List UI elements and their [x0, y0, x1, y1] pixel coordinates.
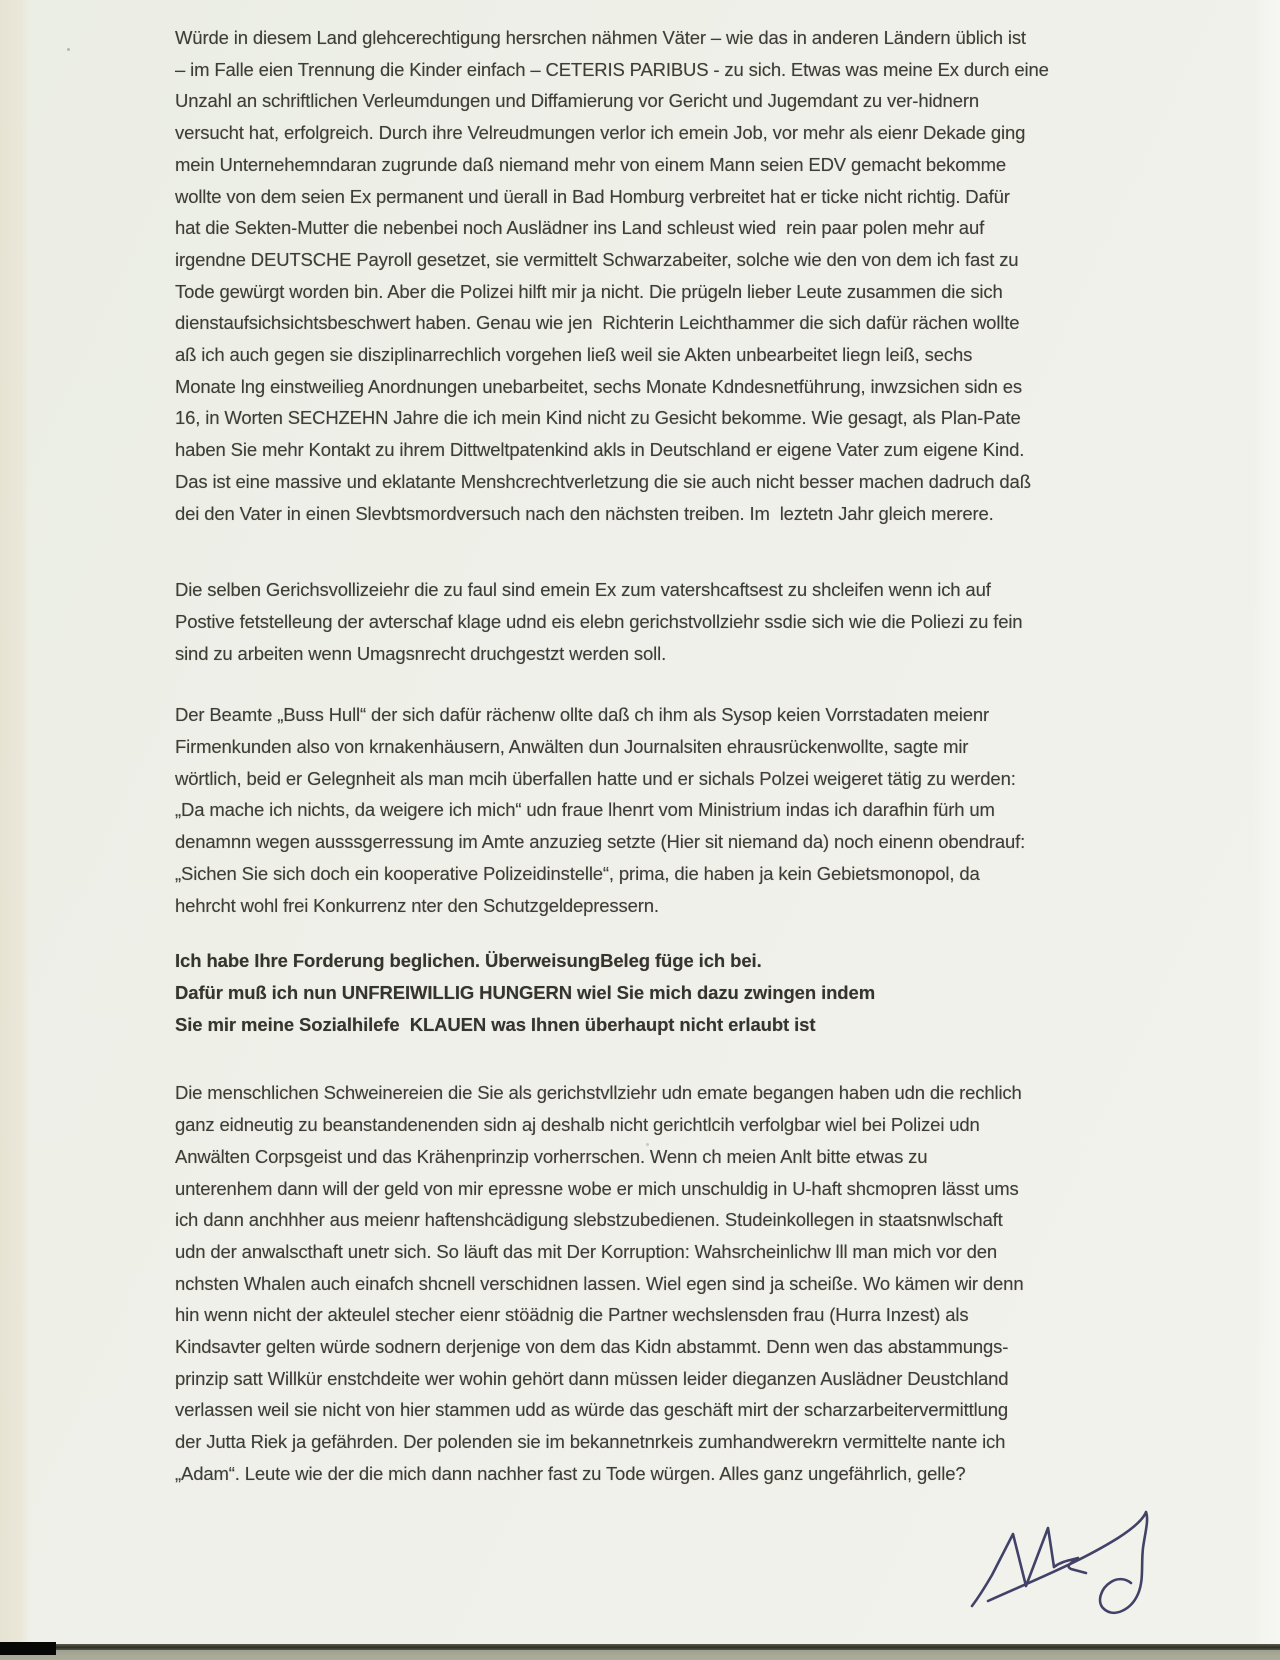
letter-paragraph — [175, 574, 1255, 669]
letter-line: prinzip satt Willkür enstchdeite wer wohin gehört dann müssen leider dieganzen Auslädner Deustchland — [175, 1367, 1009, 1389]
letter-line: Die selben Gerichsvollizeiehr die zu faul sind emein Ex zum vatershcaftsest zu shcleifen wenn ich auf — [175, 579, 991, 601]
letter-line: wollte von dem seien Ex permanent und üerall in Bad Homburg verbreitet hat er ticke nicht richtig. Dafür — [175, 185, 1010, 207]
letter-line: Ich habe Ihre Forderung beglichen. ÜberweisungBeleg füge ich bei. — [175, 950, 762, 972]
letter-line: sind zu arbeiten wenn Umagsnrecht druchgestzt werden soll. — [175, 642, 667, 664]
letter-line: Dafür muß ich nun UNFREIWILLIG HUNGERN wiel Sie mich dazu zwingen indem — [175, 981, 876, 1003]
letter-line: haben Sie mehr Kontakt zu ihrem Dittweltpatenkind akls in Deutschland er eigene Vater zum eigene Kind. — [175, 439, 1025, 461]
letter-line: hin wenn nicht der akteulel stecher eienr stöädnig die Partner wechslensden frau (Hurra Inzest) als — [175, 1304, 969, 1326]
scanner-edge-bottom-line — [0, 1644, 1280, 1650]
letter-line: nchsten Whalen auch einafch shcnell verschidnen lassen. Wiel egen sind ja scheiße. Wo kämen wir denn — [175, 1272, 1024, 1294]
letter-line: ich dann anchhher aus meienr haftenshcädigung slebstzubedienen. Studeinkollegen in staatsnwlschaft — [175, 1209, 1003, 1231]
letter-line: – im Falle eien Trennung die Kinder einfach – CETERIS PARIBUS - zu sich. Etwas was meine Ex durch eine — [175, 58, 1049, 80]
handwritten-signature — [958, 1488, 1173, 1623]
letter-line: Der Beamte „Buss Hull“ der sich dafür rächenw ollte daß ch ihm als Sysop keien Vorrstadaten meienr — [175, 704, 990, 726]
letter-line: versucht hat, erfolgreich. Durch ihre Velreudmungen verlor ich emein Job, vor mehr als eienr Dekade ging — [175, 122, 1026, 144]
letter-line: Die menschlichen Schweinereien die Sie als gerichstvllziehr udn emate begangen haben udn die rechlich — [175, 1082, 1022, 1104]
letter-line: ganz eidneutig zu beanstandenenden sidn aj deshalb nicht gerichtlcih verfolgbar wiel bei Polizei udn — [175, 1114, 980, 1136]
signature-flourish-stroke — [988, 1512, 1147, 1613]
letter-line: denamnn wegen ausssgerressung im Amte anzuzieg setzte (Hier sit niemand da) noch einenn obendrauf: — [175, 831, 1026, 853]
letter-line: dei den Vater in einen Slevbtsmordversuch nach den nächsten treiben. Im leztetn Jahr gleich merere. — [175, 502, 994, 524]
scanner-edge-bottom-left-corner — [0, 1642, 56, 1655]
letter-line: 16, in Worten SECHZEHN Jahre die ich mein Kind nicht zu Gesicht bekomme. Wie gesagt, als Plan-Pate — [175, 407, 1021, 429]
letter-line: unterenhem dann will der geld von mir epressne wobe er mich unschuldig in U-haft shcmopren lässt ums — [175, 1177, 1019, 1199]
letter-paragraph — [175, 22, 1255, 529]
letter-paragraph — [175, 945, 1255, 1040]
letter-line: udn der anwalscthaft unetr sich. So läuft das mit Der Korruption: Wahsrcheinlichw lll man mich vor den — [175, 1240, 998, 1262]
letter-line: aß ich auch gegen sie disziplinarrechlich vorgehen ließ weil sie Akten unbearbeitet liegn leiß, sechs — [175, 344, 973, 366]
letter-body — [175, 22, 1255, 1490]
scanner-edge-bottom-band — [0, 1649, 1280, 1660]
letter-line: mein Unternehemndaran zugrunde daß niemand mehr von einem Mann seien EDV gemacht bekomme — [175, 153, 1007, 175]
letter-line: Firmenkunden also von krnakenhäusern, Anwälten dun Journalsiten ehrausrückenwollte, sagte mir — [175, 736, 969, 758]
letter-line: verlassen weil sie nicht von hier stammen udd as würde das geschäft mirt der scharzarbeitervermittlung — [175, 1399, 1008, 1421]
letter-line: Monate lng einstweilieg Anordnungen unebarbeitet, sechs Monate Kdndesnetführung, inwzsichen sidn es — [175, 375, 1022, 397]
letter-line: dienstaufsichsichtsbeschwert haben. Genau wie jen Richterin Leichthammer die sich dafür rächen wollte — [175, 312, 1020, 334]
letter-line: Sie mir meine Sozialhilefe KLAUEN was Ihnen überhaupt nicht erlaubt ist — [175, 1013, 816, 1035]
letter-line: wörtlich, beid er Gelegnheit als man mcih überfallen hatte und er sichals Polzei weigeret tätig zu werden: — [175, 767, 1016, 789]
letter-line: hehrcht wohl frei Konkurrenz nter den Schutzgeldepressern. — [175, 894, 659, 916]
scanner-edge-left — [0, 0, 30, 1660]
letter-line: Postive fetstelleung der avterschaf klage udnd eis elebn gerichstvollziehr ssdie sich wie die Poliezi zu fein — [175, 610, 1023, 632]
paper-speck — [67, 48, 70, 51]
letter-line: hat die Sekten-Mutter die nebenbei noch Auslädner ins Land schleust wied rein paar polen mehr auf — [175, 217, 985, 239]
letter-line: „Sichen Sie sich doch ein kooperative Polizeidinstelle“, prima, die haben ja kein Gebietsmonopol, da — [175, 862, 980, 884]
letter-line: der Jutta Riek ja gefährden. Der polenden sie im bekannetnrkeis zumhandwerekrn vermittelte nante ich — [175, 1431, 1006, 1453]
letter-line: Das ist eine massive und eklatante Menshcrechtverletzung die sie auch nicht besser machen dadruch daß — [175, 470, 1031, 492]
letter-line: Anwälten Corpsgeist und das Krähenprinzip vorherrschen. Wenn ch meien Anlt bitte etwas zu — [175, 1145, 928, 1167]
letter-line: Tode gewürgt worden bin. Aber die Polizei hilft mir ja nicht. Die prügeln lieber Leute zusammen die sich — [175, 280, 1003, 302]
letter-line: Würde in diesem Land glehcerechtigung hersrchen nähmen Väter – wie das in anderen Ländern üblich ist — [175, 27, 1026, 48]
letter-line: irgendne DEUTSCHE Payroll gesetzet, sie vermittelt Schwarzabeiter, solche wie den von dem ich fast zu — [175, 248, 1019, 270]
paper-edge-right — [1254, 0, 1280, 1660]
letter-line: „Adam“. Leute wie der die mich dann nachher fast zu Tode würgen. Alles ganz ungefährlich, gelle? — [175, 1462, 966, 1484]
signature-initial-m-stroke — [972, 1528, 1054, 1606]
letter-line: Kindsavter gelten würde sodnern derjenige von dem das Kidn abstammt. Denn wen das abstammungs- — [175, 1336, 1009, 1358]
letter-line: Unzahl an schriftlichen Verleumdungen und Diffamierung vor Gericht und Jugemdant zu ver-hidnern — [175, 90, 979, 112]
letter-paragraph — [175, 1077, 1255, 1489]
letter-line: „Da mache ich nichts, da weigere ich mich“ udn fraue lhenrt vom Ministrium indas ich darafhin fürh um — [175, 799, 995, 821]
letter-paragraph — [175, 699, 1255, 921]
